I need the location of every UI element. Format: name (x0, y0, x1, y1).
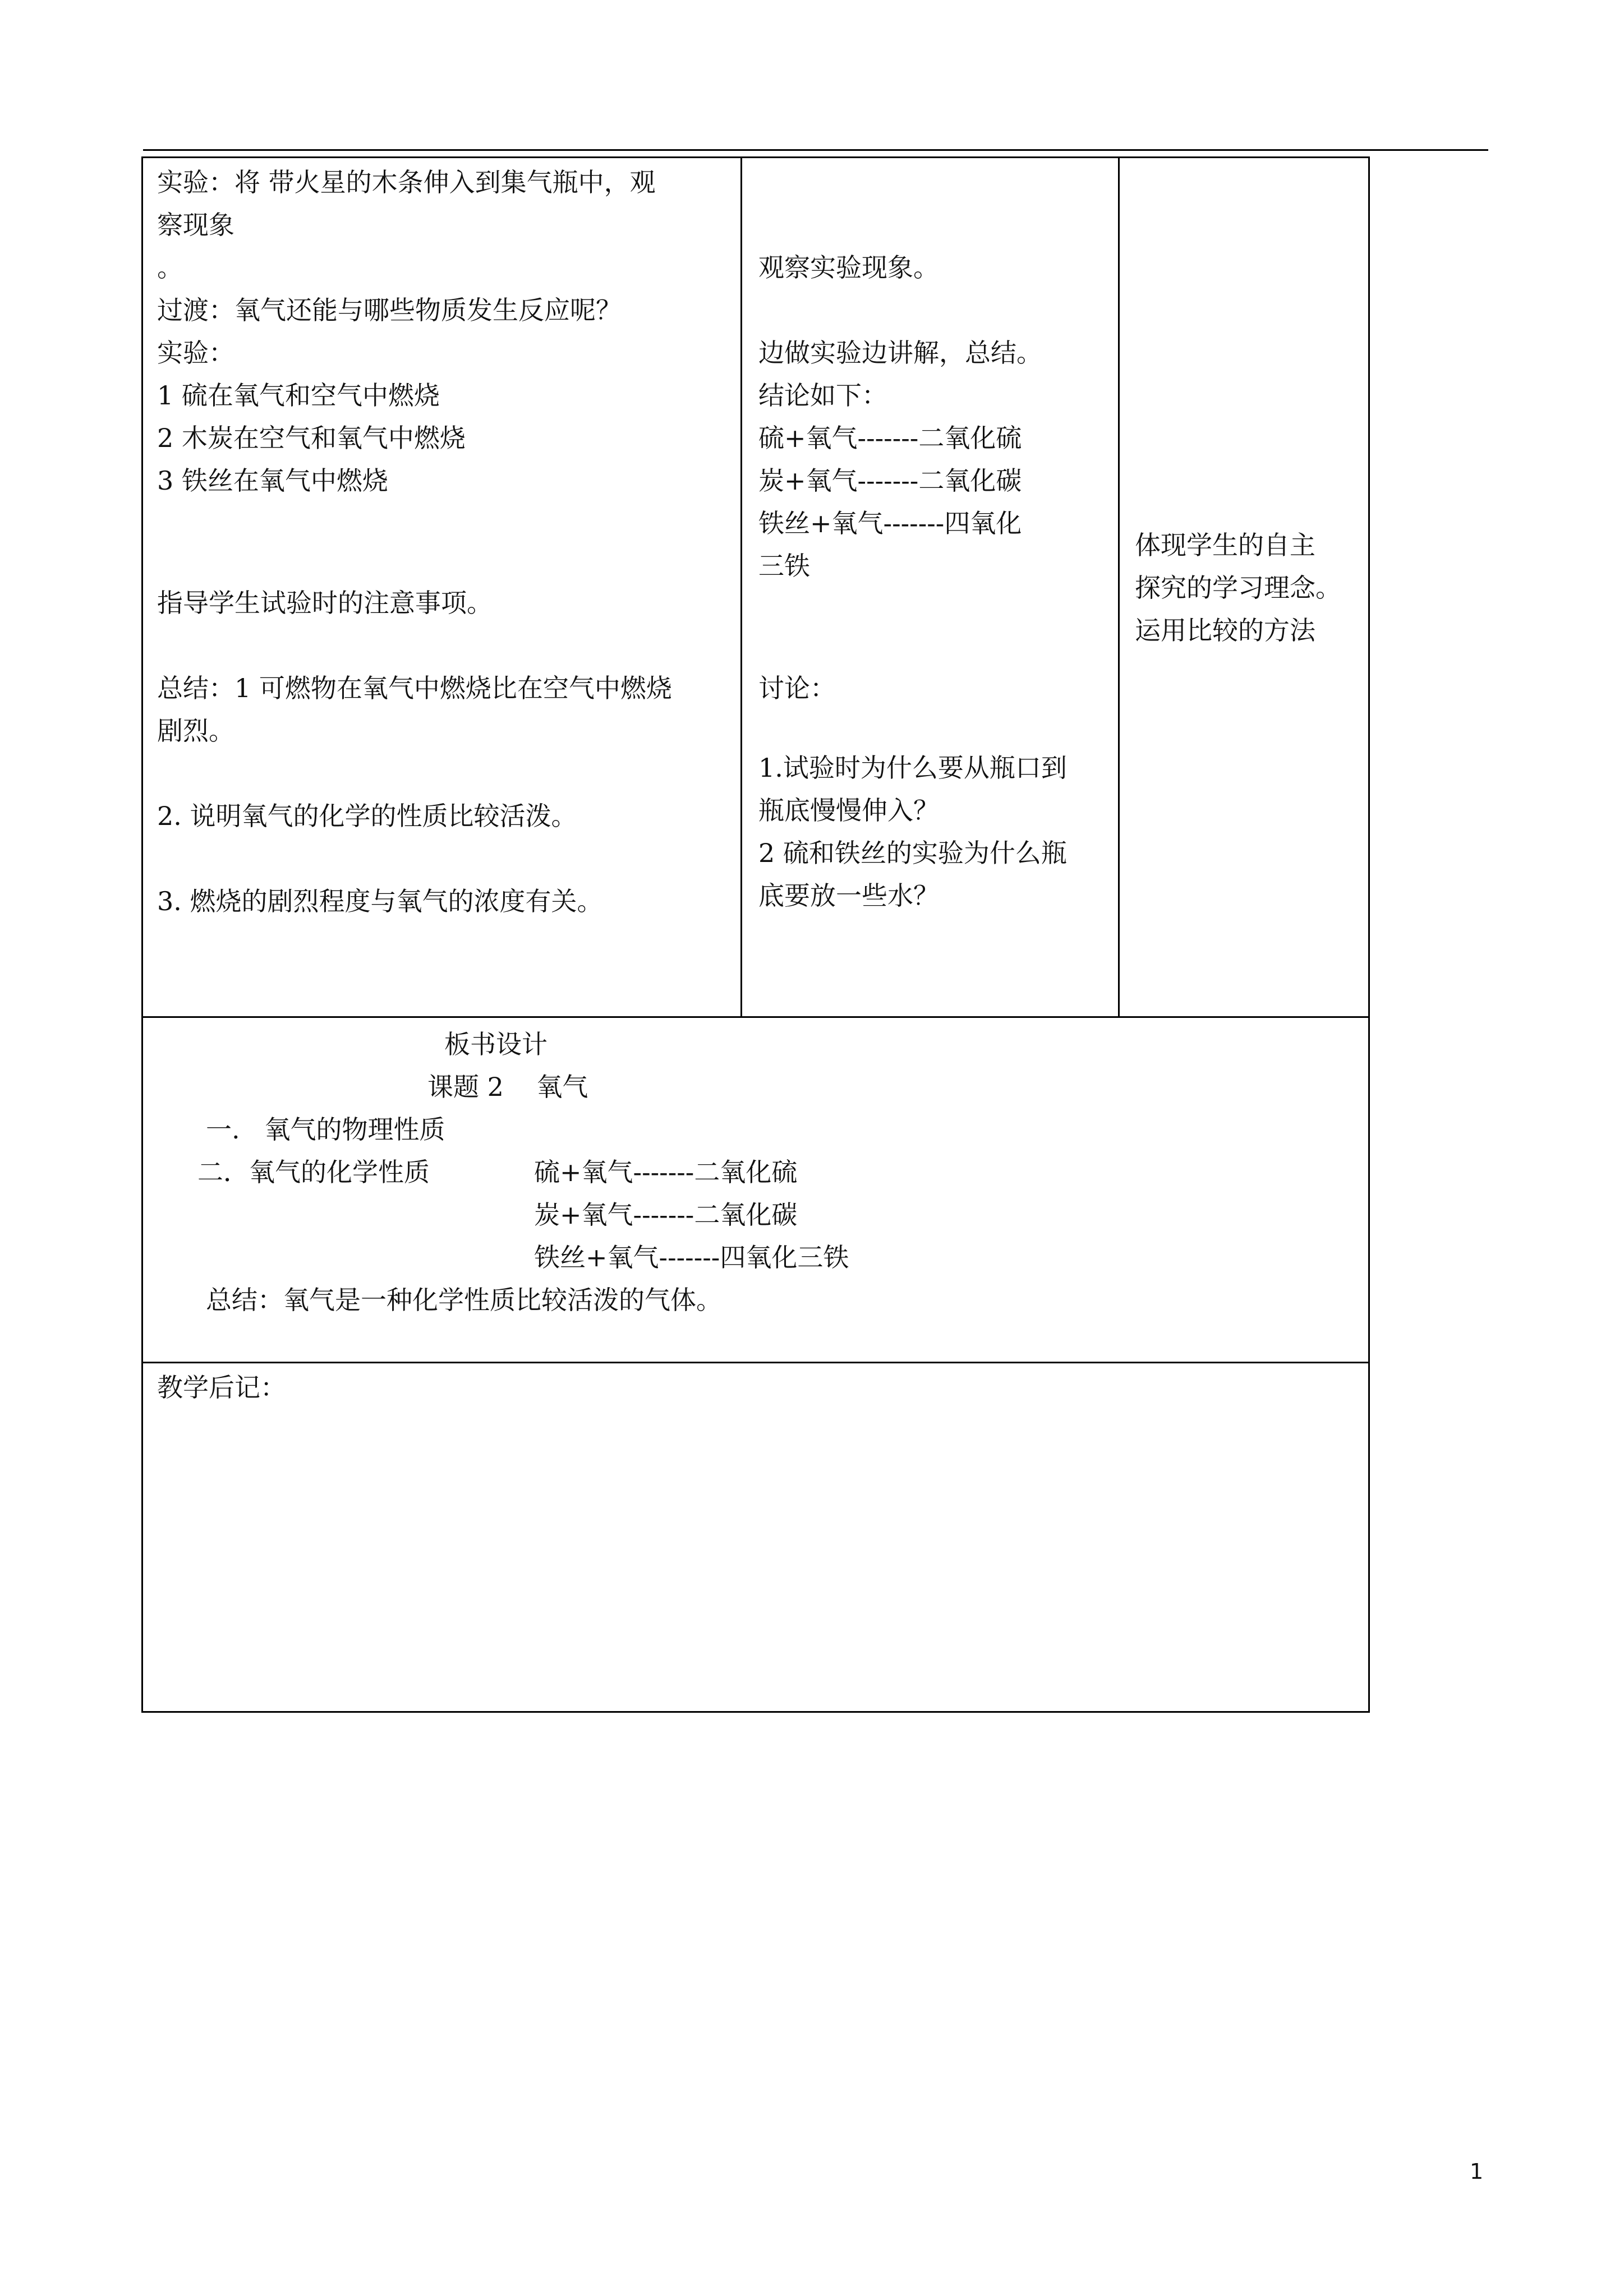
board-equation-3: 铁丝+氧气-------四氧化三铁 (534, 1242, 849, 1273)
column-divider-2 (1118, 156, 1120, 1018)
board-point-2: 二．氧气的化学性质 (197, 1157, 430, 1187)
design-intent-cell (1135, 524, 1365, 652)
text-line: 三铁 (758, 551, 810, 581)
row-divider-2 (141, 1362, 1370, 1363)
text-line: 2 硫和铁丝的实验为什么瓶 (758, 838, 1067, 868)
postscript-cell (157, 1366, 1363, 1409)
column-divider-1 (740, 156, 742, 1018)
board-equation-2: 炭+氧气-------二氧化碳 (534, 1200, 798, 1230)
text-line: 硫+氧气-------二氧化硫 (758, 423, 1022, 453)
text-line: 1.试验时为什么要从瓶口到 (758, 753, 1067, 783)
postscript-label: 教学后记： (157, 1372, 286, 1403)
text-line: 炭+氧气-------二氧化碳 (758, 465, 1022, 496)
board-heading: 板书设计 (444, 1029, 548, 1059)
teacher-activity-cell (157, 161, 735, 923)
text-line: 3. 燃烧的剧烈程度与氧气的浓度有关。 (157, 886, 603, 916)
text-line: 总结：1 可燃物在氧气中燃烧比在空气中燃烧 (157, 673, 672, 703)
board-topic: 课题 2 氧气 (427, 1072, 588, 1102)
student-activity-cell (758, 161, 1106, 917)
board-design-cell (141, 1016, 1370, 1362)
text-line: 底要放一些水？ (758, 880, 939, 911)
header-rule (143, 149, 1488, 151)
text-line: 1 硫在氧气和空气中燃烧 (157, 380, 440, 411)
page-number: 1 (1470, 2159, 1484, 2184)
text-line: 观察实验现象。 (758, 252, 939, 283)
text-line: 结论如下： (758, 380, 887, 411)
text-line: 铁丝+氧气-------四氧化 (758, 508, 1022, 538)
text-line: 3 铁丝在氧气中燃烧 (157, 465, 388, 496)
text-line: 运用比较的方法 (1135, 615, 1315, 646)
board-summary: 总结：氧气是一种化学性质比较活泼的气体。 (206, 1285, 722, 1315)
text-line: 。 (157, 252, 183, 283)
text-line: 察现象 (157, 210, 234, 240)
text-line: 讨论： (758, 673, 836, 703)
text-line: 瓶底慢慢伸入？ (758, 795, 939, 826)
text-line: 2 木炭在空气和氧气中燃烧 (157, 423, 466, 453)
text-line: 指导学生试验时的注意事项。 (157, 588, 493, 618)
text-line: 过渡：氧气还能与哪些物质发生反应呢？ (157, 295, 622, 325)
text-line: 剧烈。 (157, 716, 234, 746)
text-line: 实验： (157, 338, 234, 368)
text-line: 边做实验边讲解，总结。 (758, 338, 1042, 368)
text-line: 体现学生的自主 (1135, 530, 1315, 560)
board-equation-1: 硫+氧气-------二氧化硫 (534, 1157, 798, 1187)
text-line: 探究的学习理念。 (1135, 573, 1341, 603)
text-line: 实验：将 带火星的木条伸入到集气瓶中，观 (157, 167, 656, 197)
text-line: 2. 说明氧气的化学的性质比较活泼。 (157, 801, 577, 831)
board-point-1: 一. 氧气的物理性质 (206, 1114, 445, 1145)
